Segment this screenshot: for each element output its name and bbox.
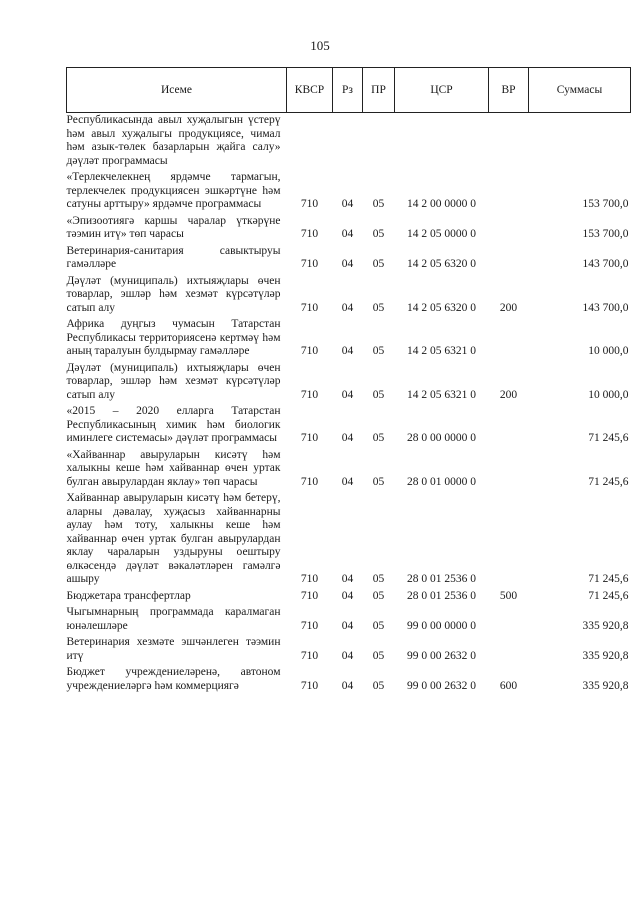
cell-vr: 200 [499, 388, 518, 401]
cell-kvsr: 710 [300, 432, 319, 444]
cell-kvsr: 710 [300, 589, 319, 602]
cell-name: Бюджетара трансфертлар [66, 589, 191, 602]
cell-name: Хайваннар авыруларын кисәтү һәм бетерү, аларны дәвалау, хуҗасыз хайваннарны аулау һәм тоту, халыкны кеше һәм хайваннар өчен уртак булган авырулардан яклау чараларын уздыруны оештыру өлкәсендә дәүләт вәкаләтләрен гамәлгә ашыру [66, 492, 281, 585]
header-pr: ПР [363, 68, 395, 113]
cell-rz: 04 [341, 228, 354, 240]
cell-csr: 28 0 00 0000 0 [407, 432, 476, 444]
table-row [67, 606, 631, 636]
cell-csr: 14 2 05 6320 0 [407, 301, 476, 314]
cell-vr [489, 492, 529, 590]
cell-csr: 99 0 00 0000 0 [407, 619, 476, 632]
cell-vr [489, 113, 529, 172]
cell-name: Республикасында авыл хуҗалыгын үстерү һәм авыл хуҗалыгы продукциясе, чимал һәм азык-төлек базарларын җайга салу» дәүләт программасы [66, 114, 281, 167]
header-sum: Суммасы [529, 68, 631, 113]
cell-sum: 71 245,6 [588, 432, 629, 444]
cell-vr [489, 405, 529, 449]
cell-pr [363, 113, 395, 172]
cell-pr: 05 [372, 475, 385, 488]
cell-sum: 71 245,6 [588, 475, 629, 488]
budget-table [66, 67, 631, 696]
cell-vr: 500 [499, 589, 518, 602]
cell-sum [529, 113, 631, 172]
table-row [67, 405, 631, 449]
cell-csr: 14 2 05 6320 0 [407, 258, 476, 270]
cell-rz: 04 [341, 198, 354, 210]
cell-name: «Терлекчелекнең ярдәмче тармагын, терлекчелек продукциясен эшкәртүне һәм сатуны арттыру» ярдәмче программасы [66, 171, 281, 210]
cell-name: Дәүләт (муниципаль) ихтыяҗлары өчен товарлар, эшләр һәм хезмәт күрсәтүләр сатып алу [66, 361, 281, 401]
cell-csr: 28 0 01 2536 0 [407, 589, 476, 602]
cell-vr: 200 [499, 301, 518, 314]
cell-rz: 04 [341, 619, 354, 632]
cell-rz [333, 113, 363, 172]
cell-name: Бюджет учреждениеләренә, автоном учреждениеләргә һәм коммерциягә [66, 666, 281, 692]
cell-kvsr: 710 [300, 258, 319, 270]
cell-sum: 143 700,0 [582, 301, 629, 314]
header-csr: ЦСР [395, 68, 489, 113]
cell-csr: 99 0 00 2632 0 [407, 649, 476, 662]
cell-pr: 05 [372, 228, 385, 240]
cell-csr: 14 2 05 0000 0 [407, 228, 476, 240]
cell-kvsr: 710 [300, 388, 319, 401]
cell-name: «2015 – 2020 елларга Татарстан Республикасының химик һәм биологик иминлеге системасы» дәүләт программасы [66, 405, 281, 444]
cell-kvsr: 710 [300, 679, 319, 692]
cell-vr [489, 606, 529, 636]
cell-rz: 04 [341, 258, 354, 270]
cell-kvsr: 710 [300, 573, 319, 585]
cell-vr [489, 449, 529, 493]
cell-csr [395, 113, 489, 172]
cell-rz: 04 [341, 649, 354, 662]
cell-kvsr: 710 [300, 345, 319, 357]
cell-kvsr [287, 113, 333, 172]
cell-pr: 05 [372, 649, 385, 662]
cell-kvsr: 710 [300, 228, 319, 240]
header-kvsr: КВСР [287, 68, 333, 113]
cell-sum: 10 000,0 [588, 388, 629, 401]
cell-rz: 04 [341, 679, 354, 692]
table-row [67, 275, 631, 319]
cell-rz: 04 [341, 589, 354, 602]
cell-rz: 04 [341, 345, 354, 357]
cell-name: Африка дуңгыз чумасын Татарстан Республикасы территориясенә кертмәү һәм аның таралуын булдырмау гамәлләре [66, 318, 281, 357]
cell-vr [489, 318, 529, 362]
cell-csr: 14 2 05 6321 0 [407, 388, 476, 401]
table-row [67, 492, 631, 590]
cell-name: Дәүләт (муниципаль) ихтыяҗлары өчен товарлар, эшләр һәм хезмәт күрсәтүләр сатып алу [66, 274, 281, 314]
cell-rz: 04 [341, 573, 354, 585]
table-row [67, 215, 631, 245]
cell-rz: 04 [341, 432, 354, 444]
cell-csr: 14 2 00 0000 0 [407, 198, 476, 210]
cell-sum: 335 920,8 [582, 679, 629, 692]
table-row [67, 636, 631, 666]
cell-pr: 05 [372, 198, 385, 210]
cell-name: Чыгымнарның программада каралмаган юнәлешләре [66, 606, 281, 632]
cell-vr [489, 636, 529, 666]
header-name: Исеме [67, 68, 287, 113]
cell-pr: 05 [372, 258, 385, 270]
cell-kvsr: 710 [300, 475, 319, 488]
cell-csr: 14 2 05 6321 0 [407, 345, 476, 357]
cell-sum: 153 700,0 [582, 198, 629, 210]
cell-pr: 05 [372, 573, 385, 585]
cell-vr [489, 171, 529, 215]
table-row [67, 245, 631, 275]
table-header-row [67, 68, 631, 113]
cell-sum: 335 920,8 [582, 649, 629, 662]
cell-sum: 71 245,6 [588, 589, 629, 602]
table-row [67, 449, 631, 493]
cell-kvsr: 710 [300, 301, 319, 314]
cell-pr: 05 [372, 345, 385, 357]
cell-name: «Эпизоотиягә каршы чаралар үткәрүне тәэмин итү» төп чарасы [66, 214, 281, 240]
table-row [67, 362, 631, 406]
cell-rz: 04 [341, 301, 354, 314]
cell-pr: 05 [372, 301, 385, 314]
table-row [67, 590, 631, 607]
cell-csr: 99 0 00 2632 0 [407, 679, 476, 692]
table-row [67, 318, 631, 362]
cell-csr: 28 0 01 2536 0 [407, 573, 476, 585]
cell-pr: 05 [372, 619, 385, 632]
header-rz: Рз [333, 68, 363, 113]
cell-name: Ветеринария-санитария савыктыруы гамәлләре [66, 244, 281, 270]
cell-vr [489, 245, 529, 275]
cell-pr: 05 [372, 589, 385, 602]
header-vr: ВР [489, 68, 529, 113]
cell-csr: 28 0 01 0000 0 [407, 475, 476, 488]
cell-sum: 335 920,8 [582, 619, 629, 632]
cell-name: «Хайваннар авыруларын кисәтү һәм халыкны кеше һәм хайваннар өчен уртак булган авырулардан яклау» төп чарасы [66, 448, 281, 488]
cell-sum: 153 700,0 [582, 228, 629, 240]
cell-pr: 05 [372, 432, 385, 444]
cell-sum: 143 700,0 [582, 258, 629, 270]
cell-kvsr: 710 [300, 619, 319, 632]
cell-name: Ветеринария хезмәте эшчәнлеген тәэмин итү [66, 636, 281, 662]
cell-vr: 600 [499, 679, 518, 692]
cell-rz: 04 [341, 388, 354, 401]
cell-kvsr: 710 [300, 198, 319, 210]
cell-sum: 71 245,6 [588, 573, 629, 585]
table-row [67, 113, 631, 172]
table-row [67, 171, 631, 215]
table-row [67, 666, 631, 696]
cell-vr [489, 215, 529, 245]
page-number: 105 [310, 38, 330, 53]
cell-sum: 10 000,0 [588, 345, 629, 357]
cell-rz: 04 [341, 475, 354, 488]
cell-pr: 05 [372, 679, 385, 692]
cell-pr: 05 [372, 388, 385, 401]
cell-kvsr: 710 [300, 649, 319, 662]
